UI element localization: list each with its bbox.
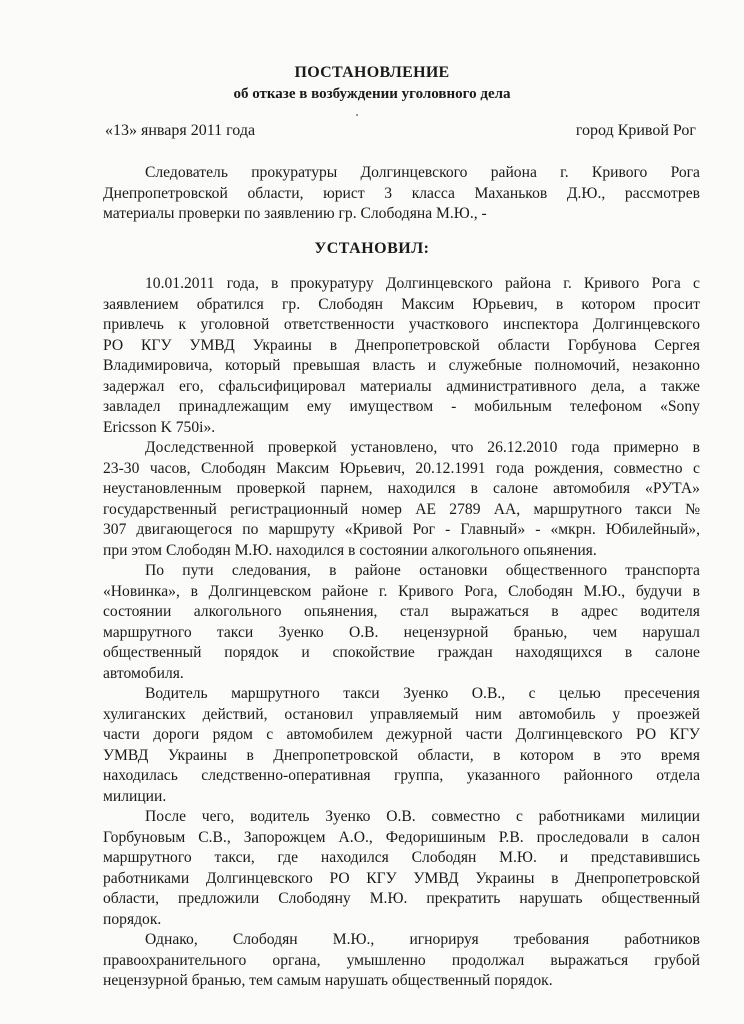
paragraph-line: 10.01.2011 года, в прокуратуру Долгинцевского района г. Кривого Рога с [145,275,700,292]
document-date: «13» января 2011 года [105,122,256,139]
paragraph [103,807,700,930]
paragraph-line: Водитель маршрутного такси Зуенко О.В., с целью пресечения [145,685,700,702]
paragraph-line: привлечь к уголовной ответственности участкового инспектора Долгинцевского [103,316,700,333]
paragraph [103,561,700,684]
paragraph-line: «Новинка», в Долгинцевском районе г. Кривого Рога, Слободян М.Ю., будучи в [103,582,700,600]
document-title: ПОСТАНОВЛЕНИЕ [294,64,450,81]
paragraph-line: государственный регистрационный номер АЕ 2789 АА, маршрутного такси № [103,500,700,518]
paragraph-line: РО КГУ УМВД Украины в Днепропетровской области Горбунова Сергея [103,336,700,354]
paragraph-line: После чего, водитель Зуенко О.В. совместно с работниками милиции [145,808,700,825]
paragraph-line: маршрутного такси, где находился Слободян М.Ю. и представившись [103,849,700,866]
scan-speck [356,114,358,116]
intro-paragraph [103,163,700,225]
paragraph-line: порядок. [103,910,162,928]
paragraph-line: хулиганских действий, остановил управляемый ним автомобиль у проезжей [103,705,700,723]
paragraph-line: Горбуновым С.В., Запорожцем А.О., Федоришиным Р.В. проследовали в салон [103,828,700,846]
paragraph [103,274,700,438]
paragraph-line: состоянии алкогольного опьянения, стал выражаться в адрес водителя [103,603,700,620]
paragraph-line: заявлением обратился гр. Слободян Максим Юрьевич, в котором просит [103,295,700,313]
paragraph-line: автомобиля. [103,664,184,682]
section-heading: УСТАНОВИЛ: [314,240,430,257]
intro-line: Днепропетровской области, юрист 3 класса Маханьков Д.Ю., рассмотрев [103,184,700,202]
document-subtitle: об отказе в возбуждении уголовного дела [233,86,511,102]
paragraph-line: части дороги рядом с автомобилем дежурной части Долгинцевского РО КГУ [103,726,700,743]
intro-line: Следователь прокуратуры Долгинцевского района г. Кривого Рога [145,164,700,181]
body-paragraphs [103,274,700,992]
paragraph-line: Владимировича, который превышая власть и служебные полномочий, незаконно [103,357,700,374]
paragraph-line: 23-30 часов, Слободян Максим Юрьевич, 20.12.1991 года рождения, совместно с [103,459,700,477]
paragraph-line: нецензурной бранью, тем самым нарушать общественный порядок. [103,972,553,989]
paragraph-line: 307 двигающегося по маршруту «Кривой Рог - Главный» - «мкрн. Юбилейный», [103,521,700,538]
document-city: город Кривой Рог [575,122,696,139]
paragraph-line: находилась следственно-оперативная группа, указанного районного отдела [103,767,700,784]
paragraph-line: общественный порядок и спокойствие граждан находящихся в салоне [103,644,700,661]
paragraph [103,438,700,561]
paragraph-line: Однако, Слободян М.Ю., игнорируя требования работников [145,931,700,948]
paragraph-line: маршрутного такси Зуенко О.В. нецензурной бранью, чем нарушал [103,623,700,641]
paragraph-line: завладел принадлежащим ему имуществом - мобильным телефоном «Sony [103,398,700,415]
paragraph [103,930,700,992]
paragraph-line: при этом Слободян М.Ю. находился в состоянии алкогольного опьянения. [103,541,597,559]
intro-line: материалы проверки по заявлению гр. Слободяна М.Ю., - [103,205,487,222]
paragraph-line: милиции. [103,787,167,805]
paragraph-line: правоохранительного органа, умышленно продолжал выражаться грубой [103,951,700,969]
paragraph-line: Ericsson K 750i». [103,418,216,436]
paragraph [103,684,700,807]
paragraph-line: работниками Долгинцевского РО КГУ УМВД Украины в Днепропетровской [103,869,700,887]
paragraph-line: неустановленным проверкой парнем, находился в салоне автомобиля «РУТА» [103,480,700,497]
paragraph-line: Доследственной проверкой установлено, что 26.12.2010 года примерно в [145,439,700,456]
paragraph-line: задержал его, сфальсифицировал материалы административного дела, а также [103,377,700,395]
paragraph-line: УМВД Украины в Днепропетровской области, в котором в это время [103,746,700,764]
paragraph-line: По пути следования, в районе остановки общественного транспорта [145,562,700,579]
paragraph-line: области, предложили Слободяну М.Ю. прекратить нарушать общественный [103,890,700,907]
